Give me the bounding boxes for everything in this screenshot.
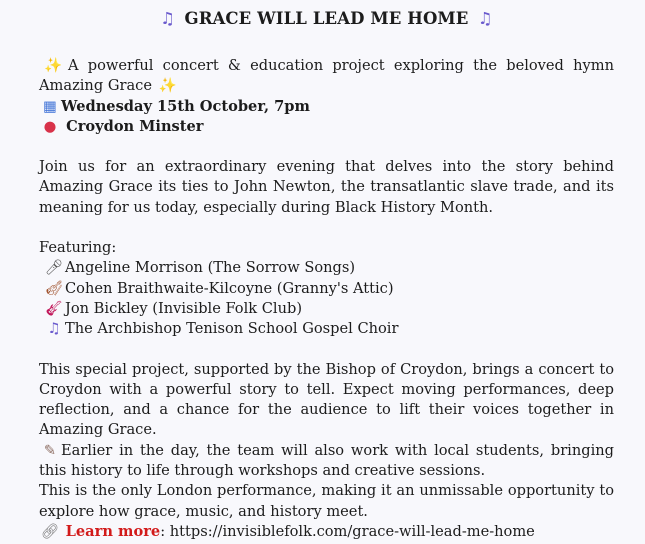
musical-notes-icon: ♫ xyxy=(477,9,493,28)
guitar-icon: 🎸︎ xyxy=(44,299,64,317)
featuring-item-text: Angeline Morrison (The Sorrow Songs) xyxy=(65,259,356,277)
date-text: Wednesday 15th October, 7pm xyxy=(61,97,310,115)
education-line xyxy=(39,441,614,482)
learn-more-url[interactable]: https://invisiblefolk.com/grace-will-lead-me-home xyxy=(169,522,535,540)
featuring-item xyxy=(39,299,614,319)
sparkles-icon: ✨ xyxy=(158,77,177,95)
intro-line xyxy=(39,56,614,97)
microphone-icon: 🎤︎ xyxy=(44,259,64,277)
description: Join us for an extraordinary evening that delves into the story behind Amazing Grace its ties to John Newton, the transatlantic slave trade, and its meaning for us today, especially during Black History Month. xyxy=(39,158,614,216)
learn-more-separator: : xyxy=(160,522,166,540)
pin-icon: ● xyxy=(43,117,57,135)
musical-notes-icon: ♫ xyxy=(47,320,61,338)
event-venue xyxy=(39,117,614,137)
musical-notes-icon: ♫ xyxy=(160,9,176,28)
calendar-icon: ▦ xyxy=(43,97,57,115)
intro-text: A powerful concert & education project exploring the beloved hymn Amazing Grace xyxy=(39,57,614,95)
page-title xyxy=(39,8,614,30)
learn-more-label: Learn more xyxy=(65,522,161,540)
event-date xyxy=(39,97,614,117)
violin-icon: 🎻︎ xyxy=(44,279,64,297)
education-text: Earlier in the day, the team will also work with local students, bringing this history to life through workshops and creative sessions. xyxy=(39,441,614,480)
venue-text: Croydon Minster xyxy=(66,117,204,135)
link-icon: 🔗︎ xyxy=(40,522,60,540)
title-text: GRACE WILL LEAD ME HOME xyxy=(184,9,469,28)
memo-icon: ✎ xyxy=(43,441,57,459)
sparkles-icon: ✨ xyxy=(44,57,63,74)
london-line: This is the only London performance, making it an unmissable opportunity to explore how grace, music, and history meet. xyxy=(39,482,614,520)
featuring-item-text: Jon Bickley (Invisible Folk Club) xyxy=(65,299,303,317)
featuring-item xyxy=(39,279,614,299)
featuring-item xyxy=(39,258,614,278)
featuring-item-text: Cohen Braithwaite-Kilcoyne (Granny's Attic) xyxy=(65,279,394,297)
featuring-heading: Featuring: xyxy=(39,239,117,257)
learn-more-line xyxy=(39,522,614,542)
featuring-item xyxy=(39,319,614,339)
featuring-item-text: The Archbishop Tenison School Gospel Choir xyxy=(65,320,399,338)
project-paragraph: This special project, supported by the Bishop of Croydon, brings a concert to Croydon with a powerful story to tell. Expect moving performances, deep reflection, and a chance for the audience to lift their voices together in Amazing Grace. xyxy=(39,360,614,439)
